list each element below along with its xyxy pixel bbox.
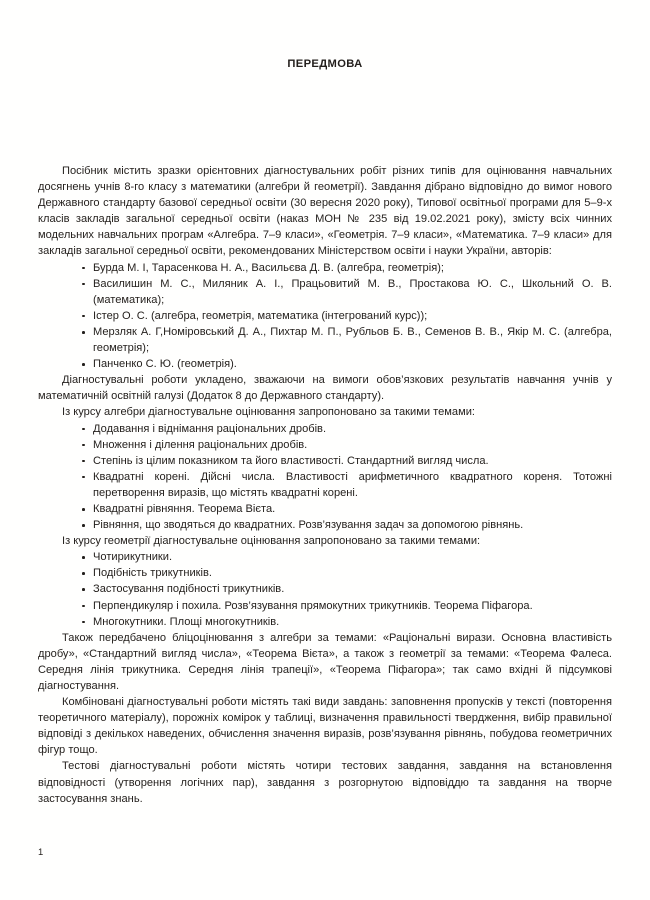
list-item: [38, 356, 612, 372]
list-item-text: Застосування подібності трикутників.: [93, 583, 285, 596]
list-item-text: Чотирикутники.: [93, 551, 173, 564]
authors-list: [38, 260, 612, 373]
list-item: [38, 453, 612, 469]
geometry-lead: Із курсу геометрії діагностувальне оцінювання запропоновано за такими темами:: [62, 535, 481, 548]
list-item: [38, 324, 612, 356]
list-item: [38, 614, 612, 630]
list-item-text: Істер О. С. (алгебра, геометрія, математика (інтегрований курс));: [93, 309, 428, 322]
test-works-paragraph: Тестові діагностувальні роботи містять чотири тестових завдання, завдання на встановлення відповідності (утворення логічних пар), завдання з розгорнутою відповіддю та завдання на творче застосування знань.: [38, 760, 612, 805]
list-item: [38, 260, 612, 276]
list-item-text: Множення і ділення раціональних дробів.: [93, 438, 308, 451]
compiled-note-paragraph: Діагностувальні роботи укладено, зважаючи на вимоги обов’язкових результатів навчання учнів у математичній освітній галузі (Додаток 8 до Державного стандарту).: [38, 374, 612, 403]
blitz-paragraph: Також передбачено бліцоцінювання з алгебри за темами: «Раціональні вирази. Основна властивість дробу», «Стандартний вигляд числа», «Теорема Вієта», а також з геометрії за темами: «Теорема Фалеса. Середня лінія трикутника. Середня лінія трапеції», «Теорема Піфагора»; так само вхідні й підсумкові діагностування.: [38, 631, 612, 692]
list-item: [38, 421, 612, 437]
list-item: [38, 565, 612, 581]
list-item: [38, 517, 612, 533]
list-item-text: Рівняння, що зводяться до квадратних. Розв’язування задач за допомогою рівнянь.: [93, 519, 524, 532]
list-item: [38, 501, 612, 517]
list-item-text: Квадратні рівняння. Теорема Вієта.: [93, 502, 276, 515]
list-item: [38, 598, 612, 614]
list-item: [38, 276, 612, 308]
list-item: [38, 549, 612, 565]
list-item-text: Василишин М. С., Миляник А. І., Працьовитий М. В., Простакова Ю. С., Школьний О. В. (математика);: [93, 277, 612, 306]
list-item-text: Мерзляк А. Г,Номіровський Д. А., Пихтар М. П., Рубльов Б. В., Семенов В. В., Якір М. С. (алгебра, геометрія);: [93, 325, 612, 355]
list-item-text: Додавання і віднімання раціональних дробів.: [93, 422, 327, 435]
list-item-text: Подібність трикутників.: [93, 567, 212, 580]
list-item-text: Квадратні корені. Дійсні числа. Властивості арифметичного квадратного кореня. Тотожні перетворення виразів, що містять квадратні корені.: [93, 470, 612, 499]
list-item: [38, 581, 612, 597]
list-item-text: Панченко С. Ю. (геометрія).: [93, 358, 237, 371]
algebra-lead: Із курсу алгебри діагностувальне оцінювання запропоновано за такими темами:: [62, 406, 475, 419]
document-body: [38, 163, 612, 807]
intro-paragraph: Посібник містить зразки орієнтовних діагностувальних робіт різних типів для оцінювання навчальних досягнень учнів 8-го класу з математики (алгебри й геометрії). Завдання дібрано відповідно до вимог нового Державного стандарту базової середньої освіти (30 вересня 2020 року), Типової освітньої програми для 5–9-х класів закладів загальної середньої освіти (наказ МОН № 235 від 19.02.2021 року), змісту всіх чинних модельних навчальних програм «Алгебра. 7–9 класи», «Геометрія. 7–9 класи», «Математика. 7–9 класи» для закладів загальної середньої освіти, рекомендованих Міністерством освіти і науки України, авторів:: [38, 165, 612, 258]
algebra-topics-list: [38, 421, 612, 534]
list-item: [38, 469, 612, 501]
page-title: ПЕРЕДМОВА: [287, 58, 363, 70]
page-number: 1: [38, 846, 44, 857]
geometry-topics-list: [38, 549, 612, 629]
list-item-text: Многокутники. Площі многокутників.: [93, 615, 280, 628]
list-item-text: Степінь із цілим показником та його властивості. Стандартний вигляд числа.: [93, 454, 489, 467]
combined-works-paragraph: Комбіновані діагностувальні роботи містять такі види завдань: заповнення пропусків у тексті (повторення теоретичного матеріалу), порожніх комірок у таблиці, визначення правильності твердження, вибір правильної відповіді з декількох наведених, обчислення значення виразів, розв’язування рівнянь, побудова геометричних фігур тощо.: [38, 696, 612, 757]
list-item: [38, 437, 612, 453]
list-item: [38, 308, 612, 324]
list-item-text: Бурда М. І, Тарасенкова Н. А., Васильєва Д. В. (алгебра, геометрія);: [93, 261, 444, 274]
list-item-text: Перпендикуляр і похила. Розв’язування прямокутних трикутників. Теорема Піфагора.: [93, 599, 533, 612]
